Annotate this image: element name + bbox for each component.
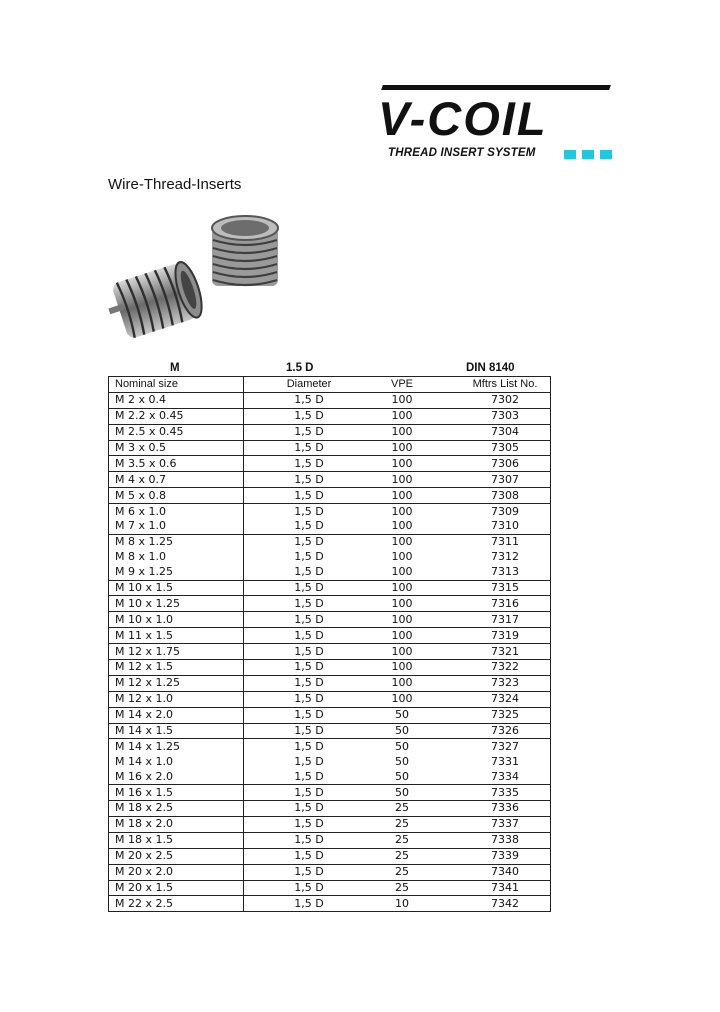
cell-diameter: 1,5 D	[244, 628, 375, 644]
cell-diameter: 1,5 D	[294, 739, 324, 753]
cell-nominal-size: M 11 x 1.5	[109, 628, 244, 644]
cell-nominal-size: M 20 x 1.5	[109, 880, 244, 896]
cell-nominal-size: M 2 x 0.4	[109, 392, 244, 408]
cell-diameter: 1,5 D	[244, 896, 375, 912]
series-header: M	[170, 362, 180, 374]
cell-list-no: 7312	[460, 550, 551, 565]
cell-diameter: 1,5 D	[244, 488, 375, 504]
table-row	[109, 769, 551, 784]
table-row	[109, 660, 551, 676]
cell-nominal-size: M 7 x 1.0	[109, 519, 244, 534]
cell-list-no: 7310	[460, 519, 551, 534]
cell-diameter: 1,5 D	[244, 816, 375, 832]
cell-nominal-size: M 18 x 2.0	[109, 816, 244, 832]
cell-list-no: 7331	[460, 754, 551, 769]
table-column-header	[109, 377, 551, 393]
cell-nominal-size: M 20 x 2.0	[109, 864, 244, 880]
cell-vpe: 25	[374, 880, 460, 896]
cell-nominal-size: M 16 x 2.0	[109, 769, 244, 784]
cell-list-no: 7342	[460, 896, 551, 912]
cell-list-no: 7321	[460, 644, 551, 660]
accent-square	[600, 150, 612, 159]
table-row	[109, 472, 551, 488]
cell-nominal-size: M 2.5 x 0.45	[109, 424, 244, 440]
cell-nominal-size: M 14 x 1.25	[109, 739, 244, 754]
cell-diameter: 1,5 D	[244, 644, 375, 660]
cell-list-no: 7307	[460, 472, 551, 488]
cell-vpe: 100	[374, 628, 460, 644]
cell-list-no: 7309	[460, 504, 551, 519]
cell-list-no: 7335	[460, 785, 551, 801]
cell-list-no: 7316	[460, 596, 551, 612]
cell-list-no: 7319	[460, 628, 551, 644]
cell-list-no: 7340	[460, 864, 551, 880]
cell-list-no: 7308	[460, 488, 551, 504]
cell-nominal-size: M 10 x 1.0	[109, 612, 244, 628]
cell-nominal-size: M 9 x 1.25	[109, 565, 244, 580]
table-row	[109, 596, 551, 612]
col-list-no: Mftrs List No.	[460, 377, 551, 393]
cell-vpe: 100	[374, 580, 460, 596]
cell-vpe: 100	[374, 565, 460, 580]
cell-list-no: 7325	[460, 707, 551, 723]
table-row	[109, 691, 551, 707]
cell-list-no: 7322	[460, 660, 551, 676]
table-row	[109, 816, 551, 832]
cell-list-no: 7306	[460, 456, 551, 472]
cell-vpe: 25	[374, 848, 460, 864]
table-row	[109, 534, 551, 549]
cell-list-no: 7337	[460, 816, 551, 832]
cell-vpe: 25	[374, 832, 460, 848]
cell-nominal-size: M 18 x 1.5	[109, 832, 244, 848]
table-row	[109, 408, 551, 424]
col-vpe: VPE	[374, 377, 460, 393]
cell-list-no: 7303	[460, 408, 551, 424]
cell-diameter: 1,5 D	[244, 565, 375, 580]
cell-nominal-size: M 12 x 1.5	[109, 660, 244, 676]
v-coil-logo	[378, 85, 614, 163]
cell-vpe: 100	[374, 675, 460, 691]
cell-vpe: 50	[395, 739, 409, 753]
cell-vpe: 100	[374, 488, 460, 504]
cell-vpe: 50	[395, 754, 409, 768]
table-row	[109, 864, 551, 880]
cell-nominal-size: M 12 x 1.25	[109, 675, 244, 691]
cell-nominal-size: M 8 x 1.0	[109, 550, 244, 565]
cell-vpe: 10	[374, 896, 460, 912]
table-row	[109, 880, 551, 896]
cell-vpe: 100	[374, 519, 460, 534]
logo-wordmark: V-COIL	[378, 92, 548, 145]
cell-nominal-size: M 14 x 2.0	[109, 707, 244, 723]
table-row	[109, 848, 551, 864]
cell-nominal-size: M 10 x 1.5	[109, 580, 244, 596]
cell-list-no: 7311	[460, 534, 551, 549]
cell-vpe: 50	[374, 723, 460, 739]
cell-diameter: 1,5 D	[244, 880, 375, 896]
cell-diameter: 1,5 D	[244, 832, 375, 848]
cell-list-no: 7336	[460, 801, 551, 817]
table-row	[109, 580, 551, 596]
cell-diameter: 1,5 D	[244, 408, 375, 424]
cell-nominal-size: M 20 x 2.5	[109, 848, 244, 864]
cell-diameter: 1,5 D	[244, 580, 375, 596]
cell-nominal-size: M 2.2 x 0.45	[109, 408, 244, 424]
table-row	[109, 785, 551, 801]
cell-vpe: 50	[374, 707, 460, 723]
cell-diameter: 1,5 D	[244, 424, 375, 440]
table-row	[109, 488, 551, 504]
cell-diameter: 1,5 D	[294, 535, 324, 549]
cell-vpe: 100	[374, 456, 460, 472]
table-row	[109, 565, 551, 580]
table-row	[109, 628, 551, 644]
cell-nominal-size: M 18 x 2.5	[109, 801, 244, 817]
accent-square	[564, 150, 576, 159]
cell-vpe: 100	[374, 440, 460, 456]
cell-diameter: 1,5 D	[244, 456, 375, 472]
cell-list-no: 7327	[460, 739, 551, 754]
cell-list-no: 7326	[460, 723, 551, 739]
cell-vpe: 100	[374, 408, 460, 424]
col-nominal-size: Nominal size	[109, 377, 244, 393]
cell-diameter: 1,5 D	[294, 550, 324, 564]
table-row	[109, 754, 551, 769]
table-row	[109, 832, 551, 848]
cell-list-no: 7313	[460, 565, 551, 580]
logo-top-bar	[381, 85, 611, 90]
cell-diameter: 1,5 D	[244, 848, 375, 864]
cell-diameter: 1,5 D	[244, 785, 375, 801]
cell-vpe: 25	[374, 864, 460, 880]
cell-vpe: 100	[374, 612, 460, 628]
logo-accent-squares	[564, 150, 612, 159]
logo-tagline: THREAD INSERT SYSTEM	[388, 147, 536, 159]
page-title: Wire-Thread-Inserts	[108, 176, 242, 193]
cell-nominal-size: M 6 x 1.0	[109, 504, 244, 519]
insert-table	[108, 376, 551, 912]
cell-list-no: 7305	[460, 440, 551, 456]
table-row	[109, 707, 551, 723]
cell-nominal-size: M 3 x 0.5	[109, 440, 244, 456]
cell-list-no: 7317	[460, 612, 551, 628]
cell-nominal-size: M 16 x 1.5	[109, 785, 244, 801]
cell-diameter: 1,5 D	[244, 801, 375, 817]
table-row	[109, 424, 551, 440]
cell-list-no: 7304	[460, 424, 551, 440]
cell-diameter: 1,5 D	[244, 864, 375, 880]
cell-list-no: 7323	[460, 675, 551, 691]
cell-nominal-size: M 10 x 1.25	[109, 596, 244, 612]
cell-vpe: 100	[391, 550, 413, 564]
coil-tilted	[104, 259, 207, 343]
cell-vpe: 100	[374, 644, 460, 660]
cell-vpe: 100	[374, 424, 460, 440]
cell-diameter: 1,5 D	[294, 754, 324, 768]
cell-nominal-size: M 5 x 0.8	[109, 488, 244, 504]
cell-vpe: 100	[374, 691, 460, 707]
cell-nominal-size: M 12 x 1.75	[109, 644, 244, 660]
wire-thread-insert-photo	[104, 210, 294, 350]
cell-list-no: 7302	[460, 392, 551, 408]
accent-square	[582, 150, 594, 159]
table-row	[109, 440, 551, 456]
standard-header: DIN 8140	[466, 362, 515, 374]
cell-diameter: 1,5 D	[244, 519, 375, 534]
cell-vpe: 25	[374, 801, 460, 817]
cell-diameter: 1,5 D	[244, 723, 375, 739]
cell-vpe: 100	[391, 535, 413, 549]
table-row	[109, 519, 551, 534]
cell-diameter: 1,5 D	[244, 392, 375, 408]
cell-vpe: 50	[374, 785, 460, 801]
cell-diameter: 1,5 D	[244, 596, 375, 612]
cell-nominal-size: M 4 x 0.7	[109, 472, 244, 488]
cell-diameter: 1,5 D	[244, 612, 375, 628]
table-row	[109, 739, 551, 754]
table-row	[109, 644, 551, 660]
table-row	[109, 504, 551, 519]
cell-vpe: 50	[374, 769, 460, 784]
cell-vpe: 25	[374, 816, 460, 832]
cell-diameter: 1,5 D	[244, 472, 375, 488]
cell-list-no: 7339	[460, 848, 551, 864]
cell-diameter: 1,5 D	[294, 504, 324, 518]
table-row	[109, 392, 551, 408]
cell-diameter: 1,5 D	[244, 707, 375, 723]
table-row	[109, 723, 551, 739]
cell-list-no: 7334	[460, 769, 551, 784]
table-row	[109, 612, 551, 628]
cell-diameter: 1,5 D	[244, 769, 375, 784]
cell-vpe: 100	[374, 472, 460, 488]
cell-nominal-size: M 12 x 1.0	[109, 691, 244, 707]
cell-nominal-size: M 14 x 1.5	[109, 723, 244, 739]
table-row	[109, 456, 551, 472]
cell-nominal-size: M 8 x 1.25	[109, 534, 244, 549]
cell-diameter: 1,5 D	[244, 691, 375, 707]
cell-vpe: 100	[391, 504, 413, 518]
length-header: 1.5 D	[286, 362, 314, 374]
cell-nominal-size: M 22 x 2.5	[109, 896, 244, 912]
cell-diameter: 1,5 D	[244, 660, 375, 676]
table-row	[109, 675, 551, 691]
cell-list-no: 7324	[460, 691, 551, 707]
cell-vpe: 100	[374, 392, 460, 408]
table-row	[109, 550, 551, 565]
table-row	[109, 801, 551, 817]
table-row	[109, 896, 551, 912]
cell-vpe: 100	[374, 660, 460, 676]
col-diameter: Diameter	[244, 377, 375, 393]
cell-diameter: 1,5 D	[244, 440, 375, 456]
cell-list-no: 7338	[460, 832, 551, 848]
cell-diameter: 1,5 D	[244, 675, 375, 691]
cell-nominal-size: M 3.5 x 0.6	[109, 456, 244, 472]
cell-nominal-size: M 14 x 1.0	[109, 754, 244, 769]
cell-vpe: 100	[374, 596, 460, 612]
coil-upright	[212, 216, 278, 286]
cell-list-no: 7341	[460, 880, 551, 896]
cell-list-no: 7315	[460, 580, 551, 596]
